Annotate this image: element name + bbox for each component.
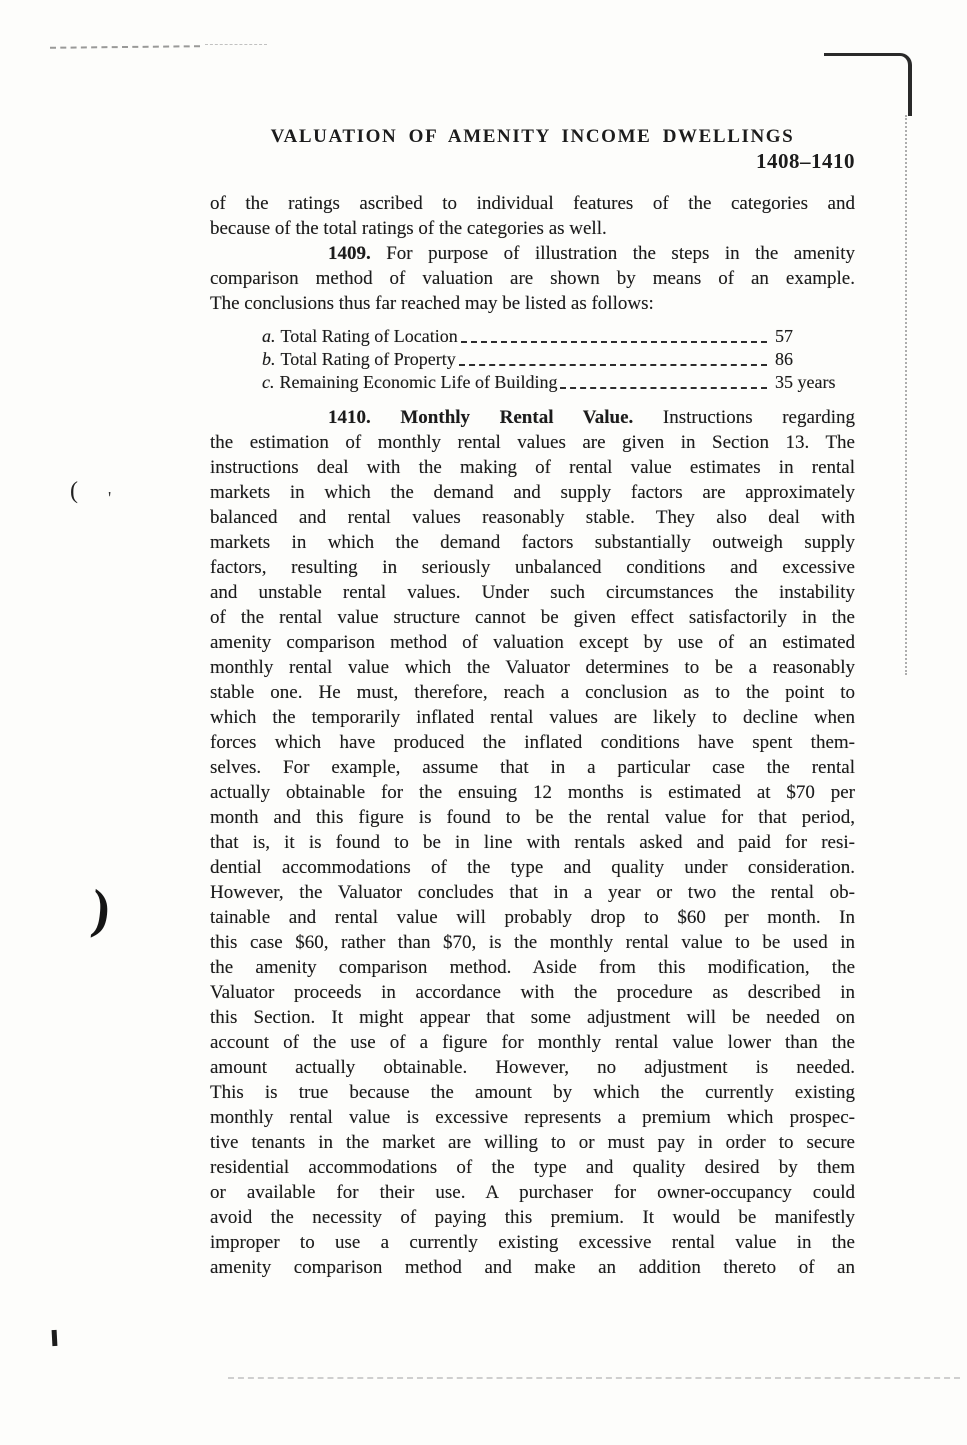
scan-edge-line-right (905, 115, 907, 675)
page-content (210, 126, 855, 1280)
text-line: that is, it is found to be in line with rentals asked and paid for resi- (210, 832, 855, 853)
text-line: this Section. It might appear that some adjustment will be needed on (210, 1007, 855, 1028)
text-line: the amenity comparison method. Aside from this modification, the (210, 957, 855, 978)
text-line: markets in which the demand and supply factors are approximately (210, 482, 855, 503)
page-title: VALUATION OF AMENITY INCOME DWELLINGS (270, 126, 795, 147)
text-line: avoid the necessity of paying this premium. It would be manifestly (210, 1207, 855, 1228)
text-line: dential accommodations of the type and quality under consideration. (210, 857, 855, 878)
text-line: This is true because the amount by which the currently existing (210, 1082, 855, 1103)
list-item-value: 57 (775, 326, 793, 346)
pen-mark-close-paren: ) (88, 878, 114, 940)
text-line: and unstable rental values. Under such circumstances the instability (210, 582, 855, 603)
pen-mark-tick: ' (108, 488, 112, 508)
text-line: monthly rental value is excessive represents a premium which prospec- (210, 1107, 855, 1128)
text-line: balanced and rental values reasonably stable. They also deal with (210, 507, 855, 528)
text-line: monthly rental value which the Valuator determines to be a reasonably (210, 657, 855, 678)
text-line: factors, resulting in seriously unbalanced conditions and excessive (210, 557, 855, 578)
text-line: actually obtainable for the ensuing 12 months is estimated at $70 per (210, 782, 855, 803)
text-line: tainable and rental value will probably drop to $60 per month. In (210, 907, 855, 928)
text-line: amenity comparison method and make an addition thereto of an (210, 1257, 855, 1278)
text-line: improper to use a currently existing excessive rental value in the (210, 1232, 855, 1253)
scan-edge-line-top-left-2 (205, 44, 267, 45)
list-item-letter: a. (262, 326, 276, 346)
paragraph-1410 (210, 405, 855, 1280)
scan-edge-line-top-left (50, 45, 200, 49)
section-number-bold: 1409. (328, 243, 371, 264)
dashed-leader (560, 387, 767, 389)
list-item (262, 325, 855, 348)
text-line: the estimation of monthly rental values are given in Section 13. The (210, 432, 855, 453)
text-line: amenity comparison method of valuation except by use of an estimated (210, 632, 855, 653)
list-item-label: b. Total Rating of Property (262, 349, 456, 369)
list-item-value: 86 (775, 349, 793, 369)
list-item (262, 348, 855, 371)
text-line: which the temporarily inflated rental values are likely to decline when (210, 707, 855, 728)
section-number-bold: 1410. Monthly Rental Value. (328, 407, 634, 428)
list-item-label: a. Total Rating of Location (262, 326, 458, 346)
text-line: The conclusions thus far reached may be listed as follows: (210, 293, 654, 314)
text-line: because of the total ratings of the categories as well. (210, 218, 607, 239)
text-line: selves. For example, assume that in a particular case the rental (210, 757, 855, 778)
text-line: Valuator proceeds in accordance with the procedure as described in (210, 982, 855, 1003)
text-line: However, the Valuator concludes that in a year or two the rental ob- (210, 882, 855, 903)
scan-corner-line-top-right (824, 53, 912, 116)
dashed-leader (459, 364, 767, 366)
text-line: tive tenants in the market are willing to or must pay in order to secure (210, 1132, 855, 1153)
list-item-letter: c. (262, 372, 275, 392)
list-item (262, 371, 855, 394)
conclusions-list (262, 325, 855, 394)
section-range: 1408–1410 (756, 149, 855, 173)
text-line: or available for their use. A purchaser for owner-occupancy could (210, 1182, 855, 1203)
pen-mark-bottom-tick (52, 1330, 58, 1346)
text-line: comparison method of valuation are shown by means of an example. (210, 268, 855, 289)
pen-mark-open-paren: ( (70, 478, 78, 504)
dashed-leader (461, 341, 767, 343)
text-line: markets in which the demand factors substantially outweigh supply (210, 532, 855, 553)
text-line: amount actually obtainable. However, no adjustment is needed. (210, 1057, 855, 1078)
scan-edge-line-bottom (228, 1377, 960, 1379)
text-line: forces which have produced the inflated conditions have spent them- (210, 732, 855, 753)
list-item-label: c. Remaining Economic Life of Building (262, 372, 558, 392)
text-line: stable one. He must, therefore, reach a conclusion as to the point to (210, 682, 855, 703)
list-item-value: 35 years (775, 372, 836, 392)
text-line: of the rental value structure cannot be given effect satisfactorily in the (210, 607, 855, 628)
paragraph-continuation (210, 191, 855, 241)
text-line: this case $60, rather than $70, is the monthly rental value to be used in (210, 932, 855, 953)
text-line: 1409. For purpose of illustration the steps in the amenity (328, 243, 855, 264)
text-line: month and this figure is found to be the rental value for that period, (210, 807, 855, 828)
text-line: 1410. Monthly Rental Value. Instructions regarding (328, 407, 856, 428)
text-line: residential accommodations of the type and quality desired by them (210, 1157, 855, 1178)
text-line: account of the use of a figure for monthly rental value lower than the (210, 1032, 855, 1053)
text-line: instructions deal with the making of rental value estimates in rental (210, 457, 855, 478)
paragraph-1409 (210, 241, 855, 316)
list-item-letter: b. (262, 349, 276, 369)
text-line: of the ratings ascribed to individual features of the categories and (210, 193, 855, 214)
